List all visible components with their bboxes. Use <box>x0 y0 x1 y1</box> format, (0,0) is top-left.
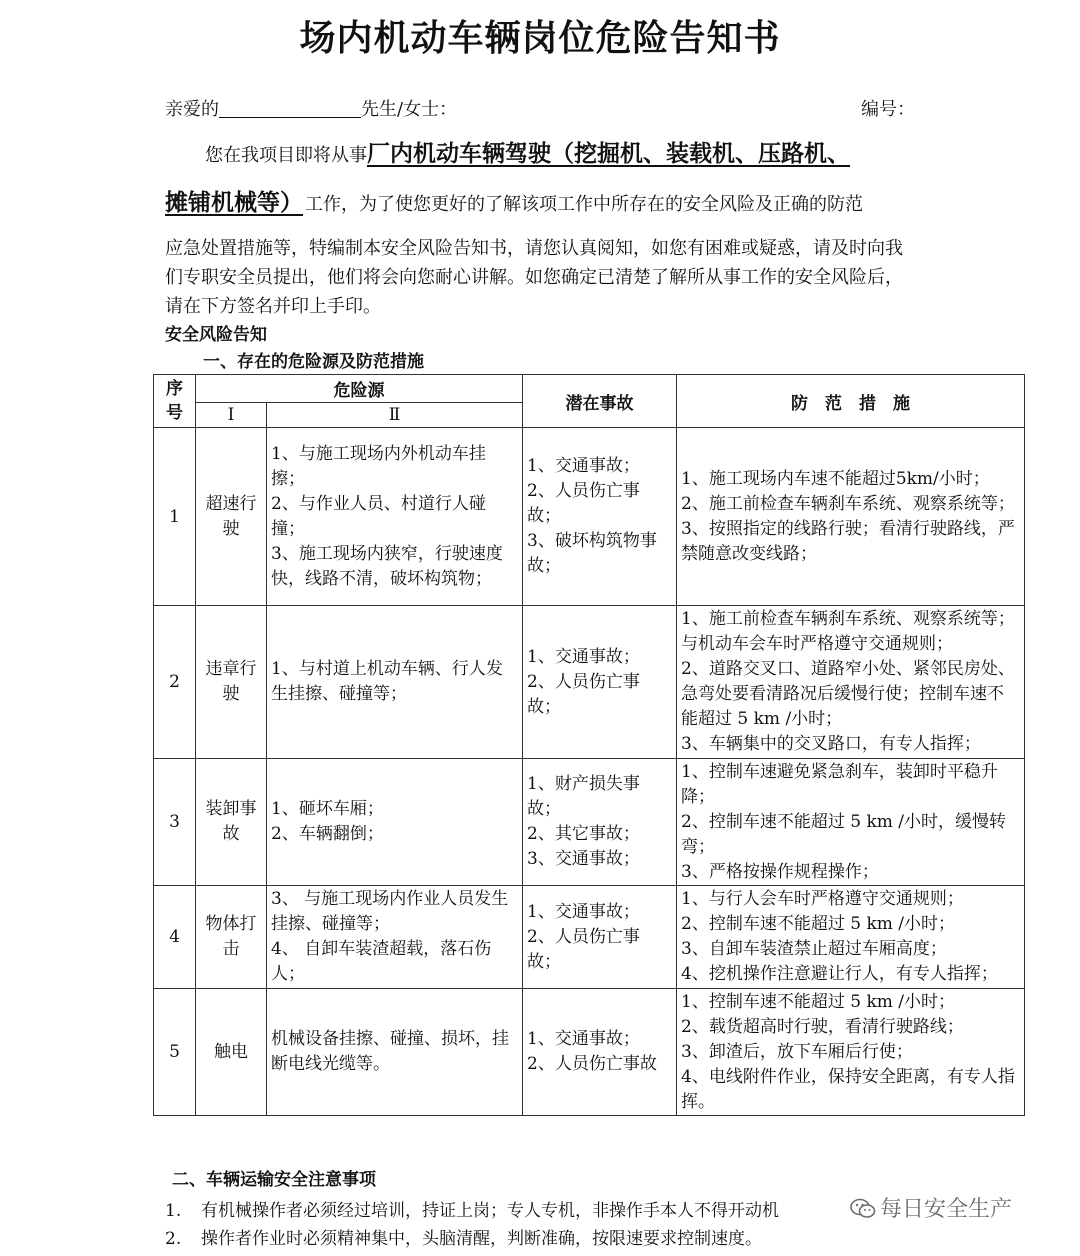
hazard-level2: 1、与村道上机动车辆、行人发生挂擦、碰撞等； <box>267 606 523 759</box>
hazard-level2: 1、与施工现场内外机动车挂擦； 2、与作业人员、村道行人碰撞； 3、施工现场内狭窄，行驶速度快，线路不清，破坏构筑物； <box>267 428 523 606</box>
potential-accident: 1、交通事故； 2、人员伤亡事故； <box>523 886 677 989</box>
row-no: 5 <box>154 989 196 1116</box>
number-label: 编号： <box>861 99 915 120</box>
col-header-no: 序号 <box>154 375 196 428</box>
hazard-level1: 超速行驶 <box>196 428 267 606</box>
hazard-level1: 装卸事故 <box>196 759 267 886</box>
table-row <box>154 428 1025 606</box>
row-no: 2 <box>154 606 196 759</box>
greeting-suffix: 先生/女士： <box>361 99 458 120</box>
hazard-table <box>153 374 1025 1116</box>
table-row <box>154 886 1025 989</box>
intro-paragraph: 应急处置措施等，特编制本安全风险告知书，请您认真阅知，如您有困难或疑惑，请及时向我们专职安全员提出，他们将会向您耐心讲解。如您确定已清楚了解所从事工作的安全风险后，请在下方签名并印上手印。 <box>165 238 903 317</box>
section2-heading: 二、车辆运输安全注意事项 <box>172 1170 376 1190</box>
intro-line-2 <box>165 188 920 220</box>
col-header-level1: Ⅰ <box>196 402 267 427</box>
greeting-line <box>165 95 915 121</box>
potential-accident: 1、交通事故； 2、人员伤亡事故 <box>523 989 677 1116</box>
intro-lead: 您在我项目即将从事 <box>205 145 367 166</box>
row-no: 4 <box>154 886 196 989</box>
table-row <box>154 759 1025 886</box>
prevention-measures: 1、控制车速避免紧急刹车，装卸时平稳升降； 2、控制车速不能超过 5 km /小时，缓慢转弯； 3、严格按操作规程操作； <box>677 759 1025 886</box>
list-number: 1. <box>165 1201 182 1221</box>
potential-accident: 1、交通事故； 2、人员伤亡事故； <box>523 606 677 759</box>
col-header-level2: Ⅱ <box>267 402 523 427</box>
row-no: 1 <box>154 428 196 606</box>
potential-accident: 1、交通事故； 2、人员伤亡事故； 3、破坏构筑物事故； <box>523 428 677 606</box>
potential-accident: 1、财产损失事故； 2、其它事故； 3、交通事故； <box>523 759 677 886</box>
list-number: 2. <box>165 1229 182 1249</box>
greeting-prefix: 亲爱的 <box>165 99 219 120</box>
watermark <box>846 1192 1016 1223</box>
hazard-level2: 3、 与施工现场内作业人员发生挂擦、碰撞等； 4、 自卸车装渣超载，落石伤人； <box>267 886 523 989</box>
prevention-measures: 1、与行人会车时严格遵守交通规则； 2、控制车速不能超过 5 km /小时； 3、自卸车装渣禁止超过车厢高度； 4、挖机操作注意避让行人，有专人指挥； <box>677 886 1025 989</box>
hazard-level2: 机械设备挂擦、碰撞、损坏，挂断电线光缆等。 <box>267 989 523 1116</box>
list-text: 操作者作业时必须精神集中，头脑清醒，判断准确，按限速要求控制速度。 <box>201 1229 762 1249</box>
job-title-line-2: 摊铺机械等） <box>165 190 303 216</box>
list-text: 有机械操作者必须经过培训，持证上岗；专人专机，非操作手本人不得开动机 <box>201 1201 779 1221</box>
intro-rest: 工作，为了使您更好的了解该项工作中所存在的安全风险及正确的防范 <box>305 194 863 215</box>
table-row <box>154 606 1025 759</box>
hazard-level2: 1、砸坏车厢； 2、车辆翻倒； <box>267 759 523 886</box>
row-no: 3 <box>154 759 196 886</box>
wechat-icon <box>850 1198 876 1220</box>
table-row <box>154 989 1025 1116</box>
name-blank <box>219 99 361 118</box>
hazard-level1: 违章行驶 <box>196 606 267 759</box>
watermark-text: 每日安全生产 <box>880 1197 1013 1222</box>
intro-line-1 <box>165 135 920 168</box>
col-header-hazard: 危险源 <box>196 375 523 403</box>
list-item <box>165 1196 779 1221</box>
notice-heading: 安全风险告知 <box>165 325 267 345</box>
job-title-line-1: 厂内机动车辆驾驶（挖掘机、装载机、压路机、 <box>367 141 850 167</box>
col-header-accident: 潜在事故 <box>523 375 677 428</box>
hazard-level1: 触电 <box>196 989 267 1116</box>
prevention-measures: 1、施工前检查车辆刹车系统、观察系统等；与机动车会车时严格遵守交通规则； 2、道路交叉口、道路窄小处、紧邻民房处、急弯处要看清路况后缓慢行使；控制车速不能超过 5 km /小时； 3、车辆集中的交叉路口，有专人指挥； <box>677 606 1025 759</box>
prevention-measures: 1、施工现场内车速不能超过5km/小时； 2、施工前检查车辆刹车系统、观察系统等； 3、按照指定的线路行驶；看清行驶路线，严禁随意改变线路； <box>677 428 1025 606</box>
prevention-measures: 1、控制车速不能超过 5 km /小时； 2、载货超高时行驶，看清行驶路线； 3、卸渣后，放下车厢后行使； 4、电线附件作业，保持安全距离，有专人指挥。 <box>677 989 1025 1116</box>
document-title: 场内机动车辆岗位危险告知书 <box>299 18 781 59</box>
section1-heading: 一、存在的危险源及防范措施 <box>203 352 424 372</box>
col-header-prevention: 防 范 措 施 <box>677 375 1025 428</box>
hazard-level1: 物体打击 <box>196 886 267 989</box>
list-item <box>165 1224 762 1249</box>
